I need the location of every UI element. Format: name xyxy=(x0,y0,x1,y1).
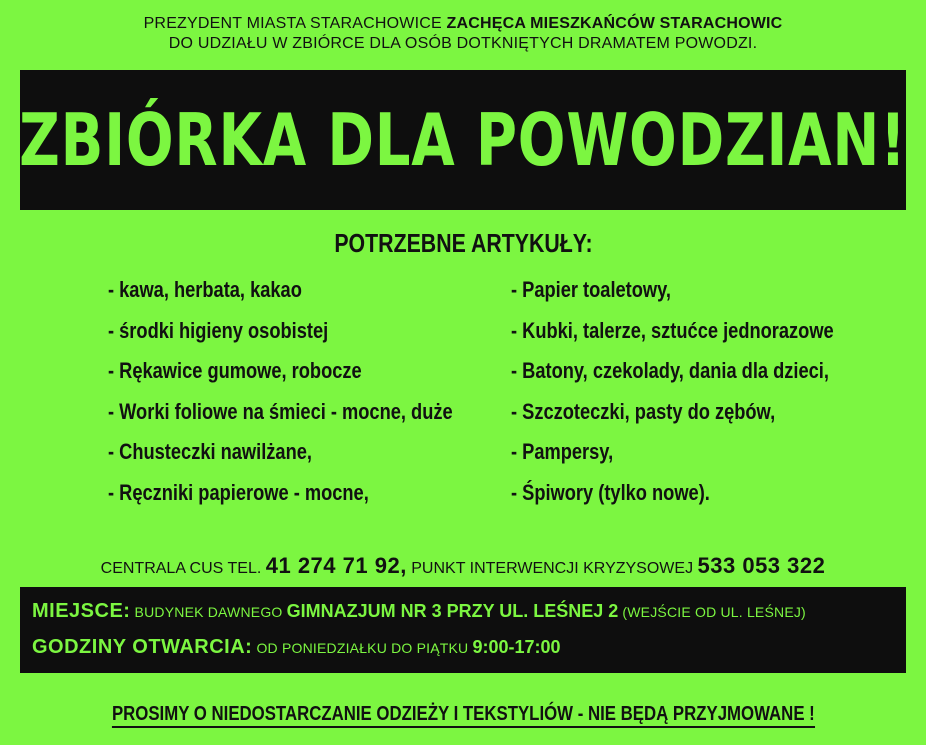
page-title: ZBIÓRKA DLA POWODZIAN! xyxy=(19,98,907,182)
list-item: - Chusteczki nawilżane, xyxy=(108,439,312,464)
crisis-phone-number: 533 053 322 xyxy=(697,553,826,578)
needed-items-right-list xyxy=(511,275,926,518)
list-item: - Kubki, talerze, sztućce jednorazowe xyxy=(511,317,834,343)
intro-line-1-bold: ZACHĘCA MIESZKAŃCÓW STARACHOWIC xyxy=(446,15,783,32)
intro-line-2: DO UDZIAŁU W ZBIÓRCE DLA OSÓB DOTKNIĘTYCH DRAMATEM POWODZI. xyxy=(168,35,758,52)
hours-days: OD PONIEDZIAŁKU DO PIĄTKU xyxy=(252,640,473,656)
location-line xyxy=(32,599,806,625)
list-item: - kawa, herbata, kakao xyxy=(108,277,302,302)
list-item: - Pampersy, xyxy=(511,439,614,464)
intro-line-1-plain: PREZYDENT MIASTA STARACHOWICE xyxy=(143,15,447,32)
crisis-phone-label: PUNKT INTERWENCJI KRYZYSOWEJ xyxy=(406,560,698,577)
location-label: MIEJSCE: xyxy=(32,600,131,622)
needed-items-heading xyxy=(0,228,926,258)
location-entrance: (WEJŚCIE OD UL. LEŚNEJ) xyxy=(618,604,806,620)
central-phone-number: 41 274 71 92, xyxy=(265,553,407,578)
hours-line xyxy=(32,635,561,661)
list-item: - Śpiwory (tylko nowe). xyxy=(511,479,710,505)
location-address: GIMNAZJUM NR 3 PRZY UL. LEŚNEJ 2 xyxy=(286,601,619,621)
intro-line-1 xyxy=(0,14,926,34)
list-item: - Batony, czekolady, dania dla dzieci, xyxy=(511,358,829,383)
list-item: - środki higieny osobistej xyxy=(108,317,329,343)
footer-notice xyxy=(0,700,926,728)
list-item: - Szczoteczki, pasty do zębów, xyxy=(511,398,776,424)
needed-items-left-list xyxy=(108,275,528,518)
list-item: - Ręczniki papierowe - mocne, xyxy=(108,479,369,505)
central-phone-label: CENTRALA CUS TEL. xyxy=(100,560,266,577)
list-item: - Rękawice gumowe, robocze xyxy=(108,358,362,383)
contact-phones xyxy=(0,552,926,583)
location-hours-box xyxy=(20,587,906,673)
hours-label: GODZINY OTWARCIA: xyxy=(32,636,253,658)
list-item: - Worki foliowe na śmieci - mocne, duże xyxy=(108,398,453,424)
hours-time: 9:00-17:00 xyxy=(472,637,561,657)
list-item: - Papier toaletowy, xyxy=(511,277,671,302)
location-prefix: BUDYNEK DAWNEGO xyxy=(130,604,287,620)
needed-items-heading-text: POTRZEBNE ARTYKUŁY: xyxy=(333,228,593,258)
intro-text xyxy=(0,14,926,54)
footer-notice-text: PROSIMY O NIEDOSTARCZANIE ODZIEŻY I TEKSTYLIÓW - NIE BĘDĄ PRZYJMOWANE ! xyxy=(112,702,815,728)
title-banner xyxy=(20,70,906,210)
